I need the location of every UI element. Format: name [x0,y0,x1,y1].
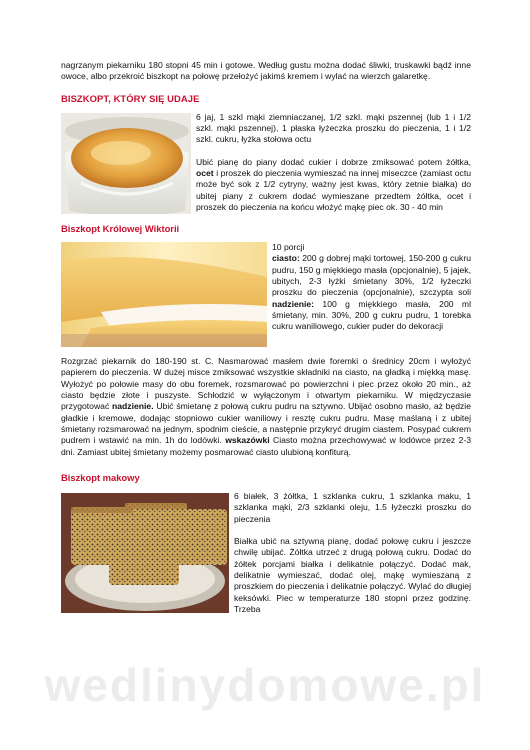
recipe1-ingredients: 6 jaj, 1 szkl mąki ziemniaczanej, 1/2 szkl. mąki pszennej (lub 1 i 1/2 szkl. mąki pszennej), 1 płaska łyżeczka proszku do pieczenia, 1 i 1/2 szkl. cukru, łyżka stołowa octu [196,111,471,145]
recipe3-block [61,491,471,615]
recipe1-block [61,112,471,214]
recipe1-title: BISZKOPT, KTÓRY SIĘ UDAJE [61,92,200,104]
recipe2-portions: 10 porcji [272,242,305,253]
recipe2-ingredients: ciasto: 200 g dobrej mąki tortowej, 150-200 g cukru pudru, 150 g miękkiego masła (opcjonalnie), 5 jajek, ubitych, 2-3 łyżki śmietany 30%, 1/2 łyżeczki proszku do pieczenia (opcjonalnie), szczypta soli nadzienie: 100 g miękkiego masła, 200 ml śmietany, min. 30%, 200 g cukru pudru, 1 torebka cukru waniliowego, cukier puder do dekoracji [272,253,471,332]
recipe1-photo-sponge-cake-in-ramekin [61,113,191,214]
recipe2-title: Biszkopt Królowej Wiktorii [61,222,180,234]
recipe3-title: Biszkopt makowy [61,471,140,483]
recipe2-method: Rozgrzać piekarnik do 180-190 st. C. Nasmarować masłem dwie foremki o średnicy 20cm i wyłożyć papierem do pieczenia. W dużej misce zmiksować wszystkie składniki na ciasto, na gładką i miękką masę. Wyłożyć po połowie masy do obu foremek, rozsmarować po powierzchni i piec przez około 20 min., aż ciasto będzie złote i puszyste. Schłodzić w wyłączonym i otwartym piekarniku. W międzyczasie przygotować nadzienie. Ubić śmietanę z połową cukru pudru na sztywno. Ubijać osobno masło, aż będzie gładkie i kremowe, dodając stopniowo cukier waniliowy i resztę cukru pudru. Masę maślaną i z ubitej śmietany rozsmarować na jednym, spodnim cieście, a następnie przykryć drugim ciastem. Posypać cukrem pudrem i wstawić na min. 1h do lodówki. wskazówki Ciasto można przechowywać w lodówce przez 2-3 dni. Zamiast ubitej śmietany możemy posmarować ciasto ulubioną konfiturą. [61,356,471,457]
recipe3-method: Białka ubić na sztywną pianę, dodać połowę cukru i jeszcze chwilę ubijać. Żółtka utrzeć z drugą połową cukru. Dodać do żółtek porcjami białka i delikatnie połączyć. Dodać mak, delikatnie wymieszać, dodać olej, mąkę wymieszaną z proszkiem do pieczenia i delikatnie połączyć. Wylać do długiej keksówki. Piec w temperaturze 180 stopni przez godzinę. Trzeba [234,536,471,614]
recipe2-block [61,242,471,347]
recipe1-method: Ubić pianę do piany dodać cukier i dobrze zmiksować potem żółtka, ocet i proszek do pieczenia wymieszać na innej miseczce (zamiast octu może być sok z 1/2 cytryny, ważny jest kwas, który zetnie białka) do ubitej piany z cukrem dodać wymieszane przedtem żółtka, ocet i proszek do pieczenia na końcu włożyć mąkę piec ok. 30 - 40 min [196,156,471,212]
recipe2-photo-victoria-sponge-slice [61,242,267,347]
recipe3-ingredients: 6 białek, 3 żółtka, 1 szklanka cukru, 1 szklanka maku, 1 szklanka mąki, 2/3 szklanki oleju, 1.5 łyżeczki proszku do pieczenia [234,491,471,524]
recipe3-photo-poppy-seed-sponge [61,493,229,613]
watermark: wedlinydomowe.pl [44,659,486,711]
intro-paragraph: nagrzanym piekarniku 180 stopni 45 min i gotowe. Według gustu można dodać śliwki, truskawki bądź inne owoce, albo przekroić biszkopt na połowę przełożyć jakimś kremem i wylać na wierzch galaretkę. [61,60,471,82]
document-page [61,60,471,615]
